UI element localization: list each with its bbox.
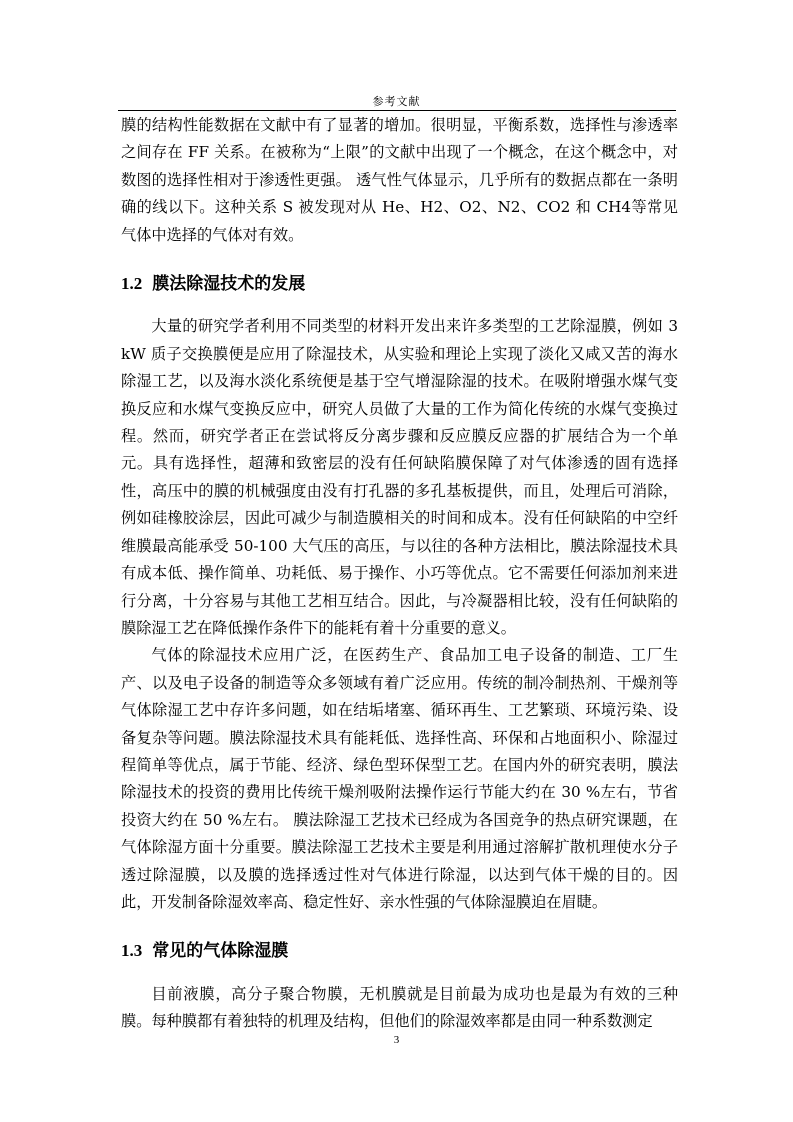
section-title: 常见的气体除湿膜 — [152, 941, 289, 961]
section-title: 膜法除湿技术的发展 — [152, 274, 306, 294]
paragraph-membrane-development: 大量的研究学者利用不同类型的材料开发出来许多类型的工艺除湿膜，例如 3 kW 质子交换膜便是应用了除湿技术，从实验和理论上实现了淡化又咸又苦的海水除湿工艺，以及海水淡化系统便是基于空气增湿除湿的技术。在吸附增强水煤气变换反应和水煤气变换反应中，研究人员做了大量的工作为简化传统的水煤气变换过程。然而，研究学者正在尝试将反分离步骤和反应膜反应器的扩展结合为一个单元。具有选择性，超薄和致密层的没有任何缺陷膜保障了对气体渗透的固有选择性，高压中的膜的机械强度由没有打孔器的多孔基板提供，而且，处理后可消除，例如硅橡胶涂层，因此可减少与制造膜相关的时间和成本。没有任何缺陷的中空纤维膜最高能承受 50-100 大气压的高压，与以往的各种方法相比，膜法除湿技术具有成本低、操作简单、功耗低、易于操作、小巧等优点。它不需要任何添加剂来进行分离，十分容易与其他工艺相互结合。因此，与冷凝器相比较，没有任何缺陷的膜除湿工艺在降低操作条件下的能耗有着十分重要的意义。 — [121, 317, 678, 637]
header-divider — [118, 110, 676, 111]
section-number: 1.3 — [121, 941, 143, 961]
document-body — [121, 112, 678, 1036]
paragraph-dehumidification-applications: 气体的除湿技术应用广泛，在医药生产、食品加工电子设备的制造、工厂生产、以及电子设备的制造等众多领域有着广泛应用。传统的制冷制热剂、干燥剂等气体除湿工艺中存许多问题，如在结垢堵塞、循环再生、工艺繁琐、环境污染、设备复杂等问题。膜法除湿技术具有能耗低、选择性高、环保和占地面积小、除湿过程简单等优点，属于节能、经济、绿色型环保型工艺。在国内外的研究表明，膜法除湿技术的投资的费用比传统干燥剂吸附法操作运行节能大约在 30 %左右，节省投资大约在 50 %左右。 膜法除湿工艺技术已经成为各国竞争的热点研究课题，在气体除湿方面十分重要。膜法除湿工艺技术主要是利用通过溶解扩散机理使水分子透过除湿膜，以及膜的选择透过性对气体进行除湿，以达到气体干燥的目的。因此，开发制备除湿效率高、稳定性好、亲水性强的气体除湿膜迫在眉睫。 — [121, 646, 678, 911]
section-number: 1.2 — [121, 274, 143, 294]
paragraph-intro: 膜的结构性能数据在文献中有了显著的增加。很明显，平衡系数，选择性与渗透率之间存在 FF 关系。在被称为“上限”的文献中出现了一个概念，在这个概念中，对数图的选择性相对于渗透性更强。 透气性气体显示，几乎所有的数据点都在一条明确的线以下。这种关系 S 被发现对从 He、H2、O2、N2、CO2 和 CH4等常见气体中选择的气体对有效。 — [121, 116, 678, 244]
paragraph-common-membranes: 目前液膜，高分子聚合物膜，无机膜就是目前最为成功也是最为有效的三种膜。每种膜都有着独特的机理及结构，但他们的除湿效率都是由同一种系数测定 — [121, 984, 678, 1031]
running-header: 参考文献 — [372, 95, 421, 108]
page-number: 3 — [393, 1034, 400, 1046]
section-heading-1-3 — [121, 937, 678, 964]
section-heading-1-2 — [121, 270, 678, 297]
